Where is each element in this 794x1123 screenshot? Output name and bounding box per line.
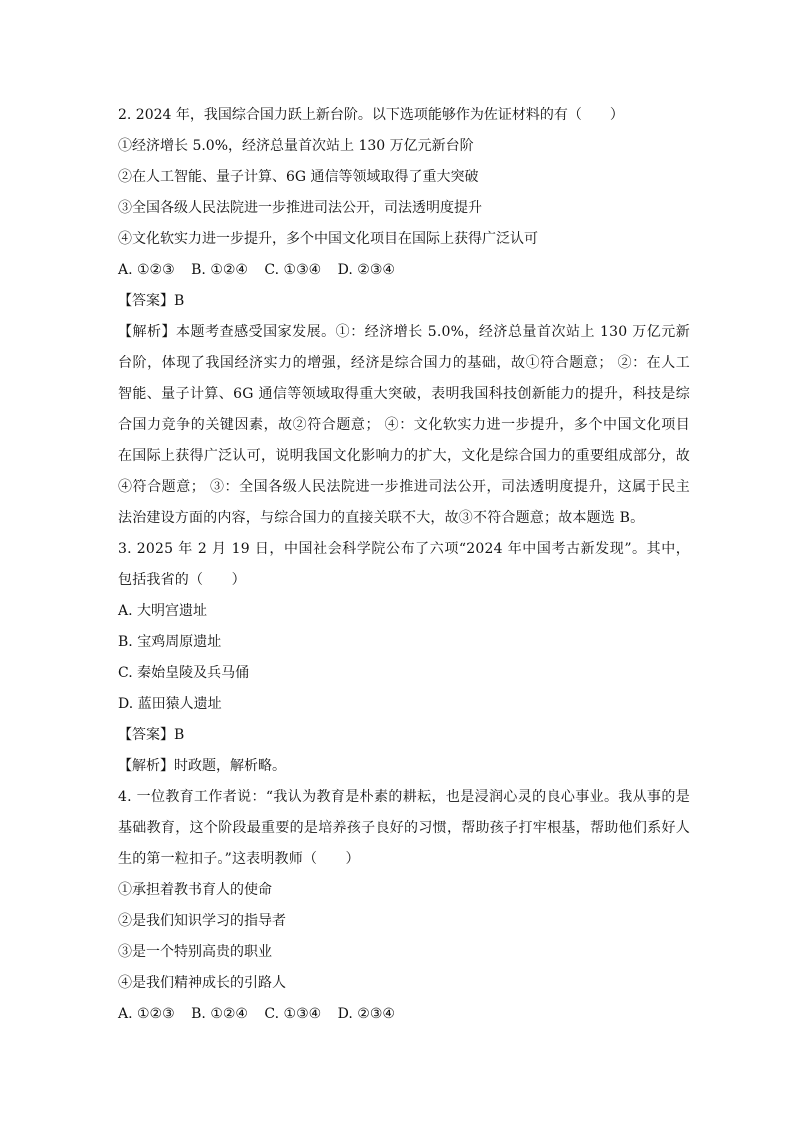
- question-2-answer: 【答案】B: [118, 293, 185, 309]
- question-4-options: [118, 999, 698, 1030]
- question-2-option-d: D. ②③④: [337, 262, 395, 278]
- question-2-item-1: ①经济增长 5.0%，经济总量首次站上 130 万亿元新台阶: [118, 138, 474, 154]
- question-4-option-c: C. ①③④: [264, 1006, 322, 1022]
- question-4-stem: 4. 一位教育工作者说：“我认为教育是朴素的耕耘，也是浸润心灵的良心事业。我从事的是基础教育，这个阶段最重要的是培养孩子良好的习惯，帮助孩子打牢根基，帮助他们系好人生的第一粒扣子。”这表明教师（ ）: [118, 789, 690, 867]
- question-4-option-b: B. ①②④: [191, 1006, 248, 1022]
- question-3-stem: 3. 2025 年 2 月 19 日，中国社会科学院公布了六项“2024 年中国考古新发现”。其中，包括我省的（ ）: [118, 541, 690, 588]
- question-3-analysis: 【解析】时政题，解析略。: [118, 758, 286, 774]
- question-2-options: [118, 255, 698, 286]
- question-2-option-a: A. ①②③: [118, 262, 175, 278]
- question-2-item-4: ④文化软实力进一步提升，多个中国文化项目在国际上获得广泛认可: [118, 231, 538, 247]
- question-3-option-a: A. 大明宫遗址: [118, 603, 208, 619]
- question-3-option-c: C. 秦始皇陵及兵马俑: [118, 665, 250, 681]
- question-4-item-4: ④是我们精神成长的引路人: [118, 975, 286, 991]
- question-2-stem: 2. 2024 年，我国综合国力跃上新台阶。以下选项能够作为佐证材料的有（ ）: [118, 107, 624, 123]
- question-2-analysis: 【解析】本题考查感受国家发展。①：经济增长 5.0%，经济总量首次站上 130 万亿元新台阶，体现了我国经济实力的增强，经济是综合国力的基础，故①符合题意； ②：在人工智能、量子计算、6G 通信等领域取得重大突破，表明我国科技创新能力的提升，科技是综合国力竞争的关键因素，故②符合题意； ④：文化软实力进一步提升，多个中国文化项目在国际上获得广泛认可，说明我国文化影响力的扩大，文化是综合国力的重要组成部分，故④符合题意； ③：全国各级人民法院进一步推进司法公开，司法透明度提升，这属于民主法治建设方面的内容，与综合国力的直接关联不大，故③不符合题意；故本题选 B。: [118, 324, 690, 526]
- question-4-option-a: A. ①②③: [118, 1006, 175, 1022]
- question-4-item-3: ③是一个特别高贵的职业: [118, 944, 272, 960]
- question-2-option-b: B. ①②④: [191, 262, 248, 278]
- question-4-item-1: ①承担着教书育人的使命: [118, 882, 272, 898]
- question-2-option-c: C. ①③④: [264, 262, 322, 278]
- question-2-item-3: ③全国各级人民法院进一步推进司法公开，司法透明度提升: [118, 200, 482, 216]
- question-3-option-d: D. 蓝田猿人遗址: [118, 696, 222, 712]
- question-4-item-2: ②是我们知识学习的指导者: [118, 913, 286, 929]
- question-2-item-2: ②在人工智能、量子计算、6G 通信等领域取得了重大突破: [118, 169, 479, 185]
- question-3-option-b: B. 宝鸡周原遗址: [118, 634, 222, 650]
- question-3-answer: 【答案】B: [118, 727, 185, 743]
- question-4-option-d: D. ②③④: [337, 1006, 395, 1022]
